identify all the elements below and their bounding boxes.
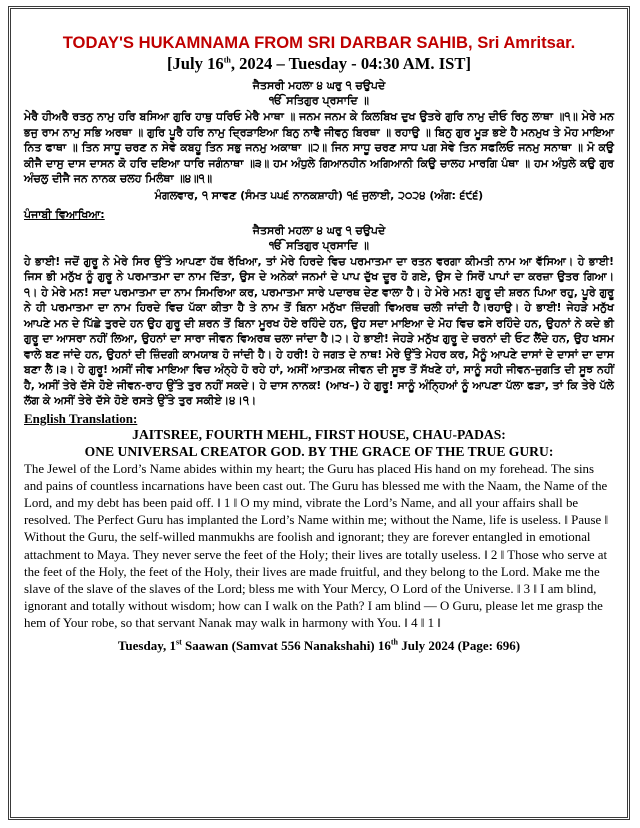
footer-sup-1: st [175, 637, 182, 647]
english-translation-text: The Jewel of the Lord’s Name abides within my heart; the Guru has placed His hand on my forehead. The sins and pains of countless incarnations have been cast out. The Guru has blessed me with the Naam, the Name of the Lord, and my debt has been paid off. ‖ 1 ‖ O my mind, vibrate the Lord’s Name, and all your affairs shall be resolved. The Perfect Guru has implanted the Lord’s Name within me; without the Name, life is useless. ‖ Pause ‖ Without the Guru, the self-willed manmukhs are foolish and ignorant; they are forever entangled in emotional attachment to Maya. They never serve the feet of the Holy; their lives are totally useless. ‖ 2 ‖ Those who serve at the feet of the Holy, the feet of the Holy, their lives are made fruitful, and they belong to the Lord. Make me the slave of the slave of the slaves of the Lord; bless me with Your Mercy, O Lord of the Universe. ‖ 3 ‖ I am blind, ignorant and totally without wisdom; how can I walk on the Path? I am blind — O Guru, please let me grasp the hem of Your robe, so that servant Nanak may walk in harmony with You. ‖ 4 ‖ 1 ‖ [24, 461, 609, 631]
footer-part-3: July 2024 (Page: 696) [398, 637, 521, 653]
document-title: TODAY'S HUKAMNAMA FROM SRI DARBAR SAHIB, Sri Amritsar. [62, 33, 576, 52]
hukamnama-document [8, 6, 630, 820]
punjabi-translation-text: ਹੇ ਭਾਈ! ਜਦੋਂ ਗੁਰੂ ਨੇ ਮੇਰੇ ਸਿਰ ਉੱਤੇ ਆਪਣਾ ਹੱਥ ਰੱਖਿਆ, ਤਾਂ ਮੇਰੇ ਹਿਰਦੇ ਵਿਚ ਪਰਮਾਤਮਾ ਦਾ ਰਤਨ ਵਰਗਾ ਕੀਮਤੀ ਨਾਮ ਆ ਵੱਸਿਆ। ਹੇ ਭਾਈ! ਜਿਸ ਭੀ ਮਨੁੱਖ ਨੂੰ ਗੁਰੂ ਨੇ ਪਰਮਾਤਮਾ ਦਾ ਨਾਮ ਦਿੱਤਾ, ਉਸ ਦੇ ਅਨੇਕਾਂ ਜਨਮਾਂ ਦੇ ਪਾਪ ਦੁੱਖ ਦੂਰ ਹੋ ਗਏ, ਉਸ ਦੇ ਸਿਰੋਂ ਪਾਪਾਂ ਦਾ ਕਰਜ਼ਾ ਉਤਰ ਗਿਆ।੧। ਹੇ ਮੇਰੇ ਮਨ! ਸਦਾ ਪਰਮਾਤਮਾ ਦਾ ਨਾਮ ਸਿਮਰਿਆ ਕਰ, ਪਰਮਾਤਮਾ ਸਾਰੇ ਪਦਾਰਥ ਦੇਣ ਵਾਲਾ ਹੈ। ਹੇ ਮੇਰੇ ਮਨ! ਗੁਰੂ ਦੀ ਸ਼ਰਨ ਪਿਆ ਰਹੁ, ਪੂਰੇ ਗੁਰੂ ਨੇ ਹੀ ਪਰਮਾਤਮਾ ਦਾ ਨਾਮ ਹਿਰਦੇ ਵਿਚ ਪੱਕਾ ਕੀਤਾ ਹੈ ਤੇ ਨਾਮ ਤੋਂ ਬਿਨਾ ਮਨੁੱਖਾ ਜ਼ਿੰਦਗੀ ਵਿਅਰਥ ਚਲੀ ਜਾਂਦੀ ਹੈ।ਰਹਾਉ। ਹੇ ਭਾਈ! ਜੇਹੜੇ ਮਨੁੱਖ ਆਪਣੇ ਮਨ ਦੇ ਪਿੱਛੇ ਤੁਰਦੇ ਹਨ ਉਹ ਗੁਰੂ ਦੀ ਸ਼ਰਨ ਤੋਂ ਬਿਨਾ ਮੂਰਖ ਹੋਏ ਰਹਿੰਦੇ ਹਨ, ਉਹ ਸਦਾ ਮਾਇਆ ਦੇ ਮੋਹ ਵਿਚ ਫਸੇ ਰਹਿੰਦੇ ਹਨ, ਉਹਨਾਂ ਨੇ ਕਦੇ ਭੀ ਗੁਰੂ ਦਾ ਆਸਰਾ ਨਹੀਂ ਲਿਆ, ਉਹਨਾਂ ਦਾ ਸਾਰਾ ਜੀਵਨ ਵਿਅਰਥ ਚਲਾ ਜਾਂਦਾ ਹੈ।੨। ਹੇ ਭਾਈ! ਜੇਹੜੇ ਮਨੁੱਖ ਗੁਰੂ ਦੇ ਚਰਨਾਂ ਦੀ ਓਟ ਲੈਂਦੇ ਹਨ, ਉਹ ਖਸਮ ਵਾਲੇ ਬਣ ਜਾਂਦੇ ਹਨ, ਉਹਨਾਂ ਦੀ ਜ਼ਿੰਦਗੀ ਕਾਮਯਾਬ ਹੋ ਜਾਂਦੀ ਹੈ। ਹੇ ਹਰੀ! ਹੇ ਜਗਤ ਦੇ ਨਾਥ! ਮੇਰੇ ਉੱਤੇ ਮੇਹਰ ਕਰ, ਮੈਨੂੰ ਆਪਣੇ ਦਾਸਾਂ ਦੇ ਦਾਸਾਂ ਦਾ ਦਾਸ ਬਣਾ ਲੈ।੩। ਹੇ ਗੁਰੂ! ਅਸੀਂ ਜੀਵ ਮਾਇਆ ਵਿਚ ਅੰਨ੍ਹੇ ਹੋ ਰਹੇ ਹਾਂ, ਅਸੀਂ ਆਤਮਕ ਜੀਵਨ ਦੀ ਸੂਝ ਤੋਂ ਸੱਖਣੇ ਹਾਂ, ਸਾਨੂੰ ਸਹੀ ਜੀਵਨ-ਜੁਗਤਿ ਦੀ ਸੂਝ ਨਹੀਂ ਹੈ, ਅਸੀਂ ਤੇਰੇ ਦੱਸੇ ਹੋਏ ਜੀਵਨ-ਰਾਹ ਉੱਤੇ ਤੁਰ ਨਹੀਂ ਸਕਦੇ। ਹੇ ਦਾਸ ਨਾਨਕ! (ਆਖ–) ਹੇ ਗੁਰੂ! ਸਾਨੂੰ ਅੰਨ੍ਹਿਆਂ ਨੂੰ ਆਪਣਾ ਪੱਲਾ ਫੜਾ, ਤਾਂ ਕਿ ਤੇਰੇ ਪੱਲੇ ਲੱਗ ਕੇ ਅਸੀਂ ਤੇਰੇ ਦੱਸੇ ਹੋਏ ਰਸਤੇ ਉੱਤੇ ਤੁਰ ਸਕੀਏ।੪।੧। [24, 254, 614, 407]
date-suffix: , 2024 – Tuesday - 04:30 AM. IST] [230, 54, 471, 73]
shabad-heading-raag: ਜੈਤਸਰੀ ਮਹਲਾ ੪ ਘਰੁ ੧ ਚਉਪਦੇ [252, 79, 386, 92]
shabad-date-line: ਮੰਗਲਵਾਰ, ੧ ਸਾਵਣ (ਸੰਮਤ ੫੫੬ ਨਾਨਕਸ਼ਾਹੀ) ੧੬ ਜੁਲਾਈ, ੨੦੨੪ (ਅੰਗ: ੬੯੬) [154, 188, 484, 202]
shabad-text: ਮੇਰੈ ਹੀਅਰੈ ਰਤਨੁ ਨਾਮੁ ਹਰਿ ਬਸਿਆ ਗੁਰਿ ਹਾਥੁ ਧਰਿਓ ਮੇਰੈ ਮਾਥਾ ॥ ਜਨਮ ਜਨਮ ਕੇ ਕਿਲਬਿਖ ਦੁਖ ਉਤਰੇ ਗੁਰਿ ਨਾਮੁ ਦੀਓ ਰਿਨੁ ਲਾਥਾ ॥੧॥ ਮੇਰੇ ਮਨ ਭਜੁ ਰਾਮ ਨਾਮੁ ਸਭਿ ਅਰਥਾ ॥ ਗੁਰਿ ਪੂਰੈ ਹਰਿ ਨਾਮੁ ਦ੍ਰਿੜਾਇਆ ਬਿਨੁ ਨਾਵੈ ਜੀਵਨੁ ਬਿਰਥਾ ॥ ਰਹਾਉ ॥ ਬਿਨੁ ਗੁਰ ਮੂੜ ਭਏ ਹੈ ਮਨਮੁਖ ਤੇ ਮੋਹ ਮਾਇਆ ਨਿਤ ਫਾਥਾ ॥ ਤਿਨ ਸਾਧੂ ਚਰਣ ਨ ਸੇਵੇ ਕਬਹੂ ਤਿਨ ਸਭੁ ਜਨਮੁ ਅਕਾਥਾ ॥੨॥ ਜਿਨ ਸਾਧੂ ਚਰਣ ਸਾਧ ਪਗ ਸੇਵੇ ਤਿਨ ਸਫਲਿਓ ਜਨਮੁ ਸਨਾਥਾ ॥ ਮੋ ਕਉ ਕੀਜੈ ਦਾਸੁ ਦਾਸ ਦਾਸਨ ਕੋ ਹਰਿ ਦਇਆ ਧਾਰਿ ਜਗੰਨਾਥਾ ॥੩॥ ਹਮ ਅੰਧੁਲੇ ਗਿਆਨਹੀਨ ਅਗਿਆਨੀ ਕਿਉ ਚਾਲਹ ਮਾਰਗਿ ਪੰਥਾ ॥ ਹਮ ਅੰਧੁਲੇ ਕਉ ਗੁਰ ਅੰਚਲੁ ਦੀਜੈ ਜਨ ਨਾਨਕ ਚਲਹ ਮਿਲੰਥਾ ॥੪॥੧॥ [24, 110, 614, 185]
punjabi-section [24, 207, 614, 409]
english-section [24, 411, 614, 633]
english-heading-mool: ONE UNIVERSAL CREATOR GOD. BY THE GRACE OF THE TRUE GURU: [84, 443, 554, 459]
shabad-heading-mool: ੴ ਸਤਿਗੁਰ ਪ੍ਰਸਾਦਿ ॥ [269, 94, 369, 107]
punjabi-section-heading: ਪੰਜਾਬੀ ਵਿਆਖਿਆ: [24, 207, 105, 221]
punjabi-heading-raag: ਜੈਤਸਰੀ ਮਹਲਾ ੪ ਘਰੁ ੧ ਚਉਪਦੇ [252, 223, 386, 237]
punjabi-heading-mool: ੴ ਸਤਿਗੁਰ ਪ੍ਰਸਾਦਿ ॥ [269, 238, 369, 252]
date-prefix: [July 16 [166, 54, 224, 73]
footer-part-2: Saawan (Samvat 556 Nanakshahi) 16 [181, 637, 391, 653]
shabad-section [24, 78, 614, 203]
footer-part-1: Tuesday, 1 [117, 637, 176, 653]
footer-date-line [24, 637, 614, 655]
date-superscript: th [223, 55, 231, 65]
date-line [24, 53, 614, 74]
english-heading-raag: JAITSREE, FOURTH MEHL, FIRST HOUSE, CHAU-PADAS: [132, 426, 506, 442]
english-section-heading: English Translation: [24, 410, 138, 426]
footer-sup-2: th [390, 637, 399, 647]
